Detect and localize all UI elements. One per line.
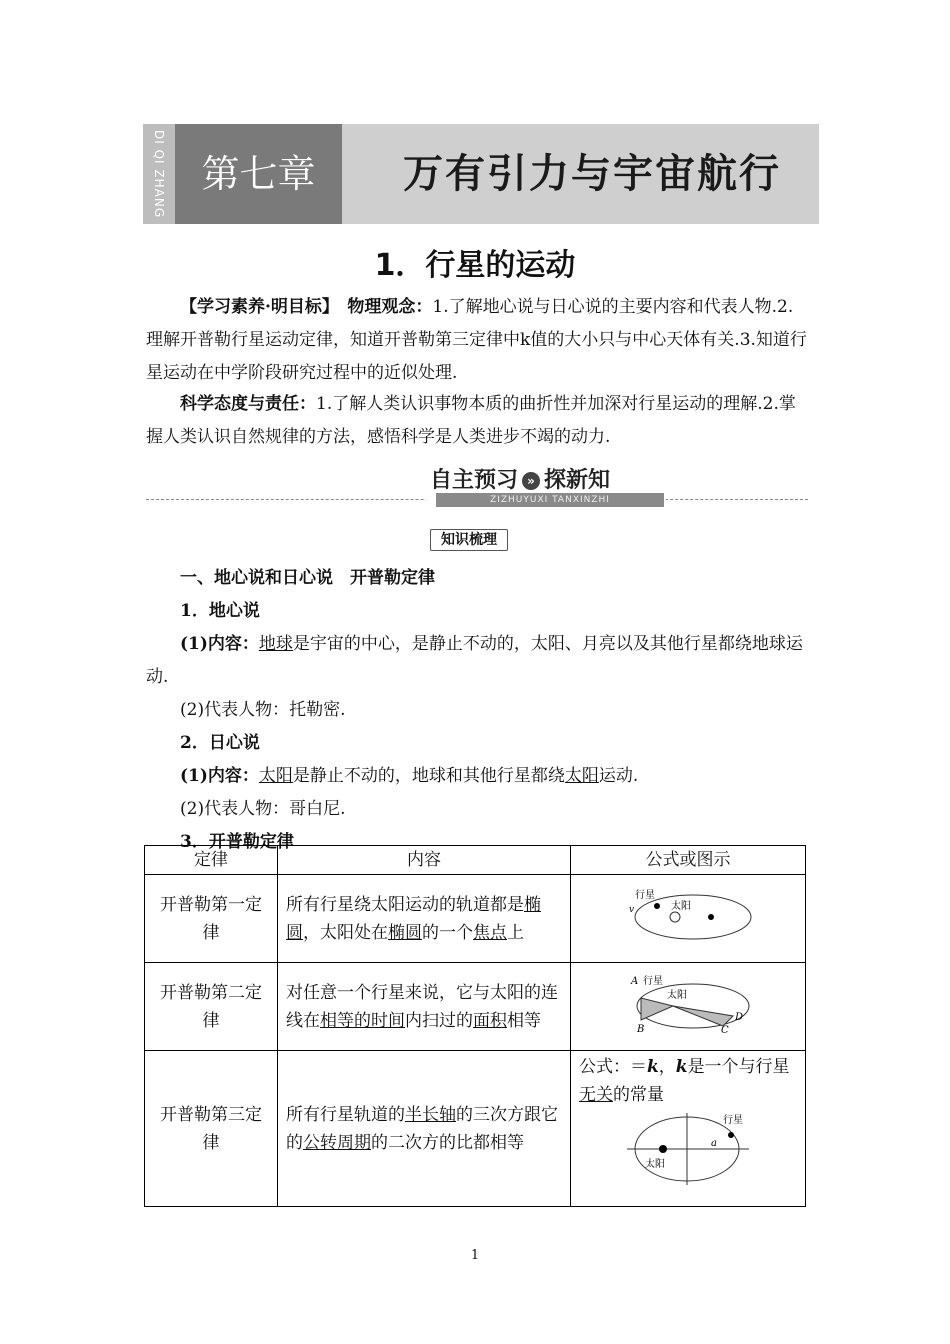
table-row — [145, 1051, 806, 1207]
helio-person: (2)代表人物：哥白尼. — [180, 799, 346, 819]
table-row — [145, 963, 806, 1051]
kepler-table — [144, 845, 806, 1207]
svg-text:C: C — [721, 1025, 729, 1034]
geo-title: 1．地心说 — [180, 601, 260, 621]
preview-banner — [146, 463, 808, 508]
law-2-content: 对任意一个行星来说，它与太阳的连线在相等的时间内扫过的面积相等 — [278, 963, 571, 1051]
th-formula: 公式或图示 — [571, 846, 806, 875]
law-3-content: 所有行星轨道的半长轴的三次方跟它的公转周期的二次方的比都相等 — [278, 1051, 571, 1207]
law-3-formula-text: 公式：＝k，k是一个与行星无关的常量 — [579, 1057, 790, 1105]
svg-text:行星: 行星 — [635, 890, 655, 901]
table-row — [145, 875, 806, 963]
svg-text:太阳: 太阳 — [671, 901, 691, 912]
learning-goals — [146, 291, 808, 390]
svg-text:A: A — [631, 976, 639, 987]
law-3-formula — [571, 1051, 806, 1207]
section-title: 1．行星的运动 — [374, 248, 576, 283]
arrow-icon: » — [522, 472, 540, 490]
law-1-name: 开普勒第一定律 — [145, 875, 278, 963]
chapter-pinyin: DI QI ZHANG — [143, 124, 175, 224]
preview-pinyin: ZIZHUYUXI TANXINZHI — [436, 493, 664, 507]
chapter-banner — [143, 124, 819, 224]
helio-content: (1)内容：太阳是静止不动的，地球和其他行星都绕太阳运动. — [180, 766, 639, 786]
semi-major-axis-diagram — [623, 1109, 753, 1189]
preview-title — [430, 463, 610, 494]
svg-text:行星: 行星 — [643, 976, 663, 987]
heading-geo-helio: 一、地心说和日心说 开普勒定律 — [180, 568, 435, 588]
law-1-content: 所有行星绕太阳运动的轨道都是椭圆，太阳处在椭圆的一个焦点上 — [278, 875, 571, 963]
page-number: 1 — [470, 1248, 480, 1263]
geo-content: (1)内容：地球是宇宙的中心，是静止不动的，太阳、月亮以及其他行星都绕地球运动. — [146, 634, 803, 687]
knowledge-tag: 知识梳理 — [430, 529, 508, 551]
content — [146, 562, 808, 859]
th-law: 定律 — [145, 846, 278, 875]
helio-title: 2．日心说 — [180, 733, 260, 753]
chapter-title: 万有引力与宇宙航行 — [403, 151, 781, 197]
preview-left: 自主预习 — [430, 468, 519, 493]
svg-text:B: B — [637, 1024, 645, 1034]
chapter-number: 第七章 — [175, 124, 342, 224]
th-content: 内容 — [278, 846, 571, 875]
law-3-name: 开普勒第三定律 — [145, 1051, 278, 1207]
goals-label: 【学习素养·明目标】 — [180, 297, 331, 317]
svg-text:太阳: 太阳 — [645, 1159, 665, 1170]
law-1-diagram — [571, 875, 806, 963]
attitude-label: 科学态度与责任： — [180, 394, 316, 414]
physics-text: 1.了解地心说与日心说的主要内容和代表人物.2.理解开普勒行星运动定律，知道开普勒第三定律中k值的大小只与中心天体有关.3.知道行星运动在中学阶段研究过程中的近似处理. — [146, 297, 807, 383]
equal-area-diagram — [623, 970, 753, 1034]
attitude-goals — [146, 388, 808, 454]
kepler-title: 3．开普勒定律 — [180, 832, 294, 852]
svg-text:a: a — [711, 1138, 717, 1149]
svg-text:v: v — [629, 905, 635, 915]
svg-text:太阳: 太阳 — [667, 990, 687, 1001]
ellipse-orbit-diagram — [623, 884, 753, 944]
law-2-name: 开普勒第二定律 — [145, 963, 278, 1051]
table-header-row — [145, 846, 806, 875]
geo-person: (2)代表人物：托勒密. — [180, 700, 346, 720]
svg-text:行星: 行星 — [723, 1115, 743, 1126]
svg-text:D: D — [735, 1012, 744, 1023]
preview-right: 探新知 — [544, 468, 611, 493]
physics-label: 物理观念： — [347, 297, 433, 317]
attitude-text: 1.了解人类认识事物本质的曲折性并加深对行星运动的理解.2.掌握人类认识自然规律的方法，感悟科学是人类进步不竭的动力. — [146, 394, 796, 447]
law-2-diagram — [571, 963, 806, 1051]
